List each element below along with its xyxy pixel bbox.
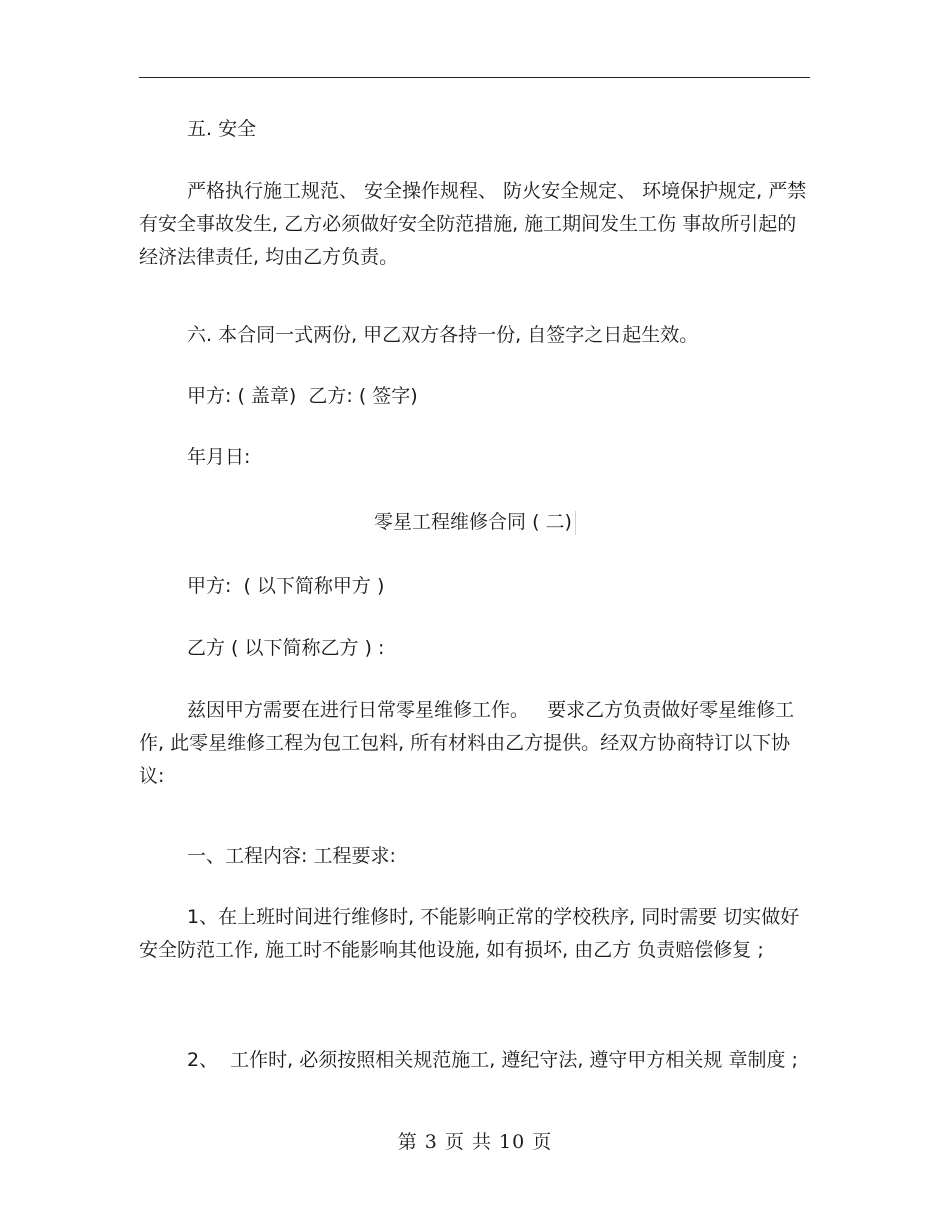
contract-2-title (0, 506, 950, 539)
text-cursor-mark (575, 511, 576, 535)
page-footer: 第 3 页 共 10 页 (397, 1131, 553, 1153)
date-line: 年月日: (187, 446, 251, 468)
contract-2-title-text: 零星工程维修合同 ( 二) (374, 511, 572, 533)
intro-paragraph: 兹因甲方需要在进行日常零星维修工作。 要求乙方负责做好零星维修工作, 此零星维修工程为包工包料, 所有材料由乙方提供。经双方协商特订以下协议: (139, 699, 795, 787)
item-1-heading: 一、工程内容: 工程要求: (187, 845, 396, 867)
section-5-heading: 五. 安全 (187, 118, 257, 140)
signature-line: 甲方: ( 盖章) 乙方: ( 签字) (187, 385, 418, 407)
party-a-line: 甲方: ( 以下简称甲方 ) (187, 575, 385, 597)
header-rule (139, 77, 810, 78)
item-1-2-paragraph: 2、 工作时, 必须按照相关规范施工, 遵纪守法, 遵守甲方相关规 章制度 ; (187, 1049, 798, 1071)
party-b-line: 乙方 ( 以下简称乙方 ) : (187, 637, 385, 659)
section-6-text: 六. 本合同一式两份, 甲乙双方各持一份, 自签字之日起生效。 (187, 324, 699, 346)
section-5-body: 严格执行施工规范、 安全操作规程、 防火安全规定、 环境保护规定, 严禁有安全事故发生, 乙方必须做好安全防范措施, 施工期间发生工伤 事故所引起的经济法律责任, 均由乙方负责。 (139, 180, 807, 268)
item-1-1-paragraph: 1、在上班时间进行维修时, 不能影响正常的学校秩序, 同时需要 切实做好安全防范工作, 施工时不能影响其他设施, 如有损坏, 由乙方 负责赔偿修复 ; (139, 906, 800, 961)
